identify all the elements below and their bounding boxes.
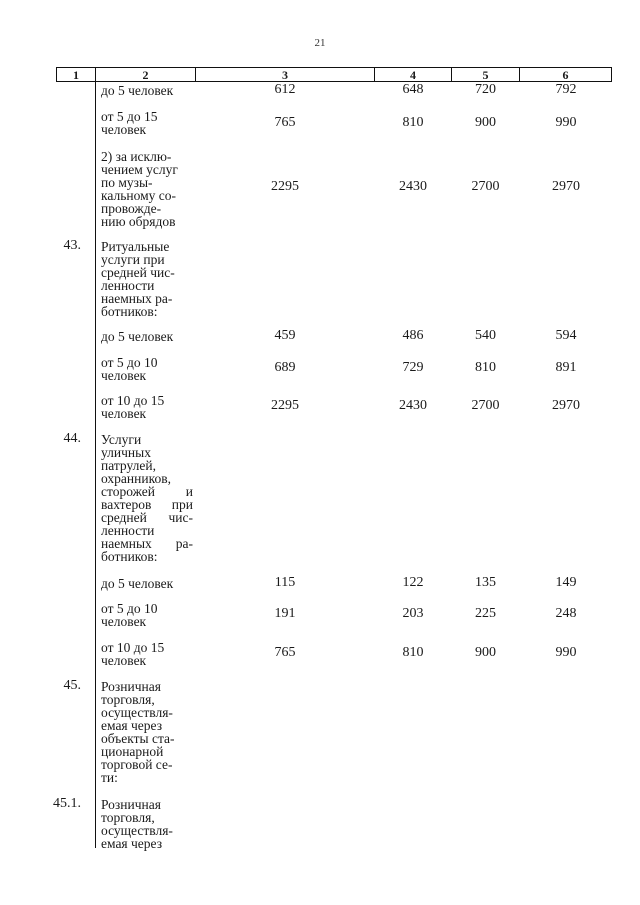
- value-col-3: 459: [274, 328, 296, 343]
- value-col-3: 191: [274, 606, 296, 621]
- value-col-4: 2430: [399, 398, 427, 413]
- value-col-3: 612: [274, 82, 296, 97]
- service-name: до 5 человек: [101, 83, 174, 98]
- service-name: Розничная торговля, осуществля- емая через объекты ста- ционарной торговой се- ти:: [101, 679, 175, 785]
- header-col-5: 5: [482, 68, 489, 82]
- header-col-3: 3: [282, 68, 288, 82]
- service-name: от 5 до 10 человек: [101, 601, 158, 629]
- page-number: 21: [314, 37, 326, 49]
- value-col-4: 2430: [399, 179, 427, 194]
- service-name: Ритуальные услуги при средней чис- ленности наемных ра- ботников:: [101, 239, 175, 319]
- service-name: 2) за исклю- чением услуг по музы- кальному со- провожде- нию обрядов: [101, 149, 178, 229]
- item-number: 45.1.: [53, 796, 81, 811]
- header-col-1: 1: [73, 68, 79, 82]
- service-name: от 10 до 15 человек: [101, 393, 165, 421]
- service-name: Услуги уличных патрулей, охранников, сторожей и вахтеров при средней чис- ленности наемных ра- ботников:: [101, 432, 193, 564]
- value-col-3: 765: [274, 115, 296, 130]
- header-col-6: 6: [562, 68, 569, 82]
- value-col-6: 594: [555, 328, 577, 343]
- value-col-3: 765: [274, 645, 296, 660]
- value-col-5: 135: [475, 575, 496, 590]
- value-col-3: 115: [274, 575, 296, 590]
- service-name: до 5 человек: [101, 576, 174, 591]
- value-col-3: 689: [274, 360, 296, 375]
- value-col-5: 2700: [471, 398, 500, 413]
- value-col-5: 900: [475, 115, 496, 130]
- value-col-6: 792: [555, 82, 577, 97]
- column-divider-1-2: [95, 67, 96, 848]
- value-col-6: 2970: [552, 398, 580, 413]
- value-col-4: 648: [402, 82, 424, 97]
- value-col-6: 149: [555, 575, 577, 590]
- value-col-6: 248: [555, 606, 577, 621]
- value-col-6: 990: [555, 645, 577, 660]
- service-name: до 5 человек: [101, 329, 174, 344]
- value-col-4: 486: [402, 328, 424, 343]
- value-col-3: 2295: [271, 398, 299, 413]
- header-col-4: 4: [410, 68, 416, 82]
- value-col-6: 2970: [552, 179, 580, 194]
- table-right-border: [611, 67, 612, 82]
- item-number: 44.: [63, 431, 81, 446]
- item-number: 45.: [63, 678, 81, 693]
- value-col-5: 225: [475, 606, 496, 621]
- value-col-5: 720: [475, 82, 496, 97]
- value-col-4: 203: [402, 606, 424, 621]
- value-col-4: 810: [402, 115, 424, 130]
- value-col-3: 2295: [271, 179, 299, 194]
- value-col-5: 810: [475, 360, 496, 375]
- value-col-4: 729: [402, 360, 424, 375]
- value-col-5: 2700: [471, 179, 500, 194]
- service-name: от 10 до 15 человек: [101, 640, 165, 668]
- value-col-6: 891: [555, 360, 577, 375]
- service-name: от 5 до 15 человек: [101, 109, 158, 137]
- service-name: от 5 до 10 человек: [101, 355, 158, 383]
- value-col-4: 122: [402, 575, 424, 590]
- value-col-5: 900: [475, 645, 496, 660]
- value-col-6: 990: [555, 115, 577, 130]
- header-col-2: 2: [142, 68, 149, 82]
- service-name: Розничная торговля, осуществля- емая через: [101, 797, 173, 851]
- value-col-4: 810: [402, 645, 424, 660]
- value-col-5: 540: [475, 328, 496, 343]
- item-number: 43.: [63, 238, 81, 253]
